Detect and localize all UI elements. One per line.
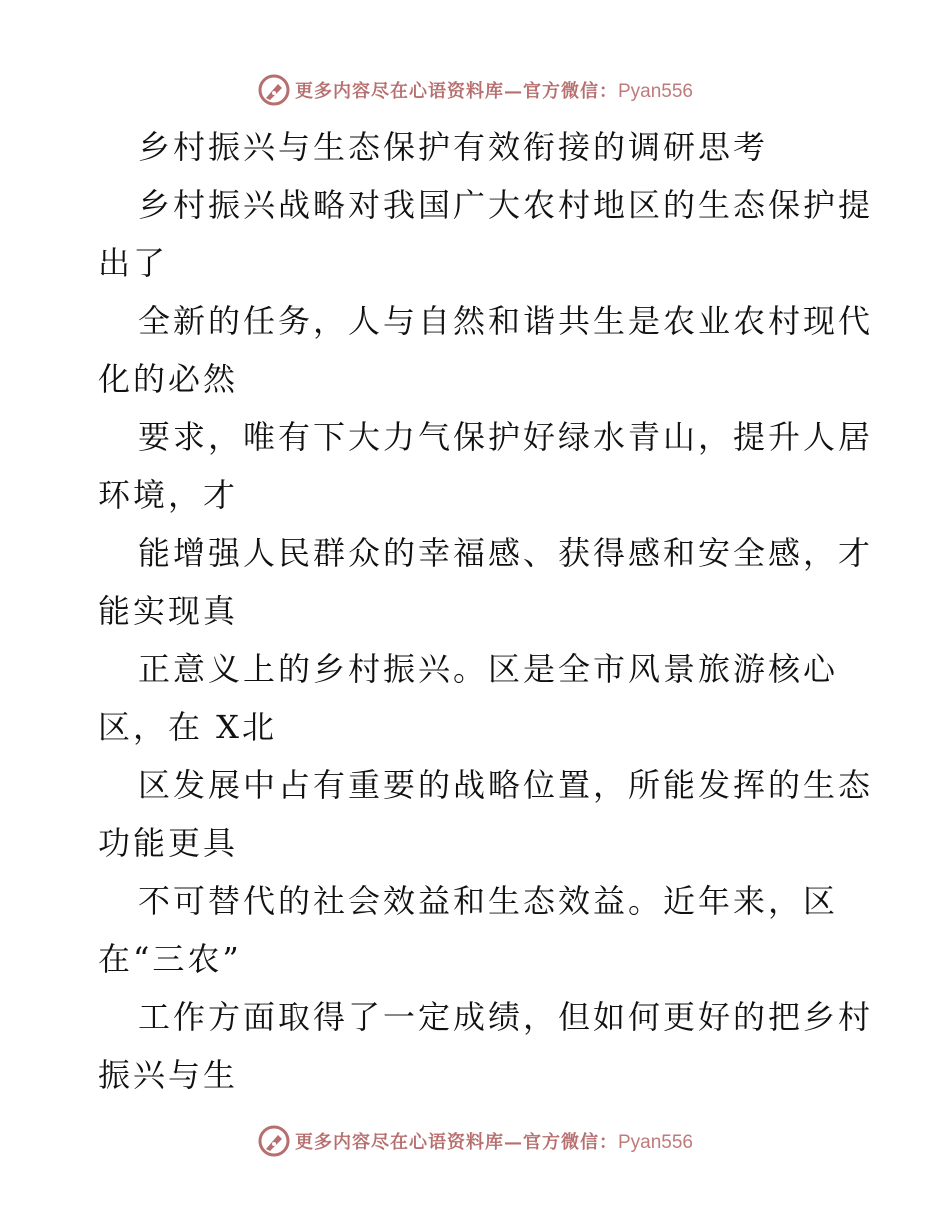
footer-watermark [0, 1121, 950, 1161]
paragraph-line: 能实现真 [98, 592, 239, 630]
paragraph-line: 在“三农” [98, 940, 242, 978]
header-watermark [0, 70, 950, 110]
paragraph-line: 环境，才 [98, 476, 239, 514]
paragraph-line: 出了 [98, 244, 169, 282]
paragraph-line: 乡村振兴战略对我国广大农村地区的生态保护提 [138, 186, 874, 224]
watermark-text: 更多内容尽在心语资料库—官方微信：Pyan556 [294, 1132, 693, 1153]
paragraph-line: 全新的任务，人与自然和谐共生是农业农村现代 [138, 302, 874, 340]
paragraph-line: 能增强人民群众的幸福感、获得感和安全感，才 [138, 534, 874, 572]
pen-nib-circle-icon [257, 73, 291, 107]
paragraph-line: 工作方面取得了一定成绩，但如何更好的把乡村 [138, 998, 874, 1036]
watermark-wechat-id: Pyan556 [617, 1132, 693, 1153]
paragraph-line: 振兴与生 [98, 1056, 239, 1094]
watermark-wechat-id: Pyan556 [617, 81, 693, 102]
paragraph-line: 正意义上的乡村振兴。区是全市风景旅游核心 [138, 650, 839, 688]
paragraph-line: 功能更具 [98, 824, 239, 862]
watermark-text: 更多内容尽在心语资料库—官方微信：Pyan556 [294, 81, 693, 102]
pen-nib-circle-icon [257, 1124, 291, 1158]
paragraph-line: 不可替代的社会效益和生态效益。近年来，区 [138, 882, 839, 920]
paragraph-line: 区发展中占有重要的战略位置，所能发挥的生态 [138, 766, 874, 804]
paragraph-line: 区，在 X北 [98, 708, 277, 746]
paragraph-line: 化的必然 [98, 360, 239, 398]
document-title: 乡村振兴与生态保护有效衔接的调研思考 [138, 128, 769, 166]
paragraph-line: 要求，唯有下大力气保护好绿水青山，提升人居 [138, 418, 874, 456]
